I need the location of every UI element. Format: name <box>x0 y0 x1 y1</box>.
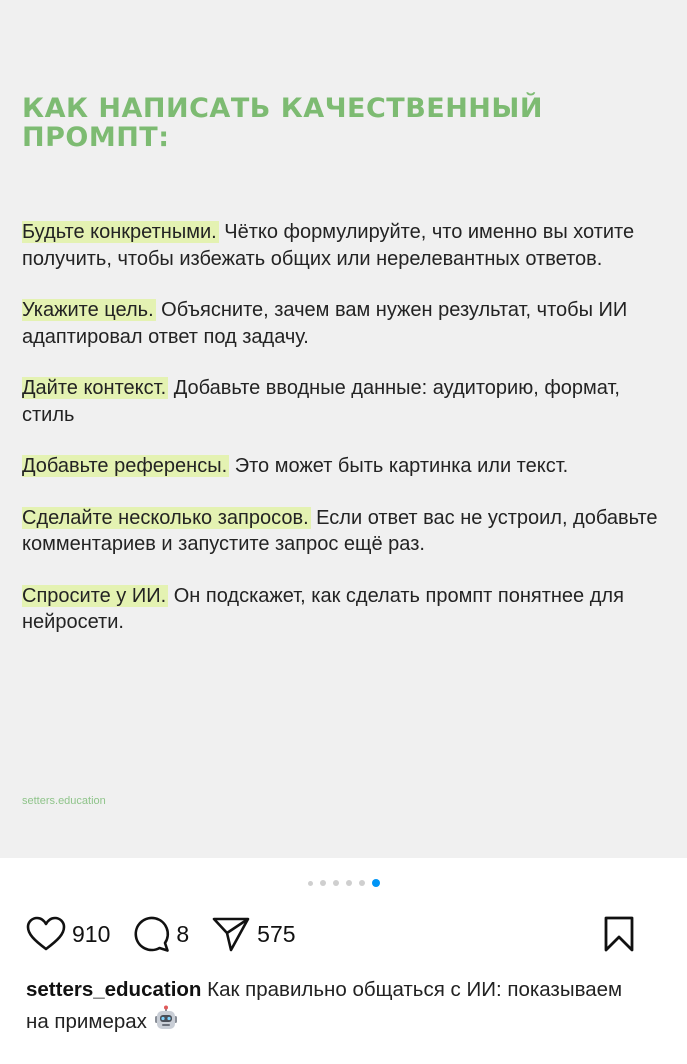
slide-title <box>22 94 662 152</box>
carousel-dot-active[interactable] <box>372 879 380 887</box>
comment-icon[interactable] <box>132 915 170 953</box>
tip-highlight: Дайте контекст. <box>22 377 167 399</box>
tip-item <box>22 297 667 350</box>
carousel-indicator <box>0 879 687 887</box>
share-icon[interactable] <box>211 915 251 953</box>
tips-list <box>22 219 667 661</box>
watermark: setters.education <box>22 795 106 807</box>
slide-title-line-2: ПРОМПТ: <box>22 122 170 153</box>
carousel-dot[interactable] <box>308 881 313 886</box>
tip-text: Если ответ вас не устроил, добавьте комментариев и запустите запрос ещё раз. <box>22 506 658 555</box>
heart-icon[interactable] <box>26 916 66 952</box>
robot-emoji-icon <box>153 1005 179 1031</box>
caption-username[interactable]: setters_education <box>26 978 202 1001</box>
tip-text: Он подскажет, как сделать промпт понятнее для нейросети. <box>22 584 624 633</box>
tip-item <box>22 583 667 636</box>
comment-action <box>132 915 189 953</box>
comment-count[interactable]: 8 <box>176 920 190 947</box>
share-count[interactable]: 575 <box>257 920 296 947</box>
tip-highlight: Сделайте несколько запросов. <box>22 506 309 529</box>
slide-title-line-1: КАК НАПИСАТЬ КАЧЕСТВЕННЫЙ <box>22 93 543 124</box>
tip-text: Чётко формулируйте, что именно вы хотите получить, чтобы избежать общих или нерелевантных ответов. <box>22 221 635 270</box>
bookmark-icon[interactable] <box>603 915 635 953</box>
like-action <box>26 916 110 952</box>
share-action <box>211 915 295 953</box>
tip-text: Добавьте вводные данные: аудиторию, формат, стиль <box>22 377 620 426</box>
tip-item <box>22 219 667 272</box>
tip-item <box>22 505 667 558</box>
action-bar <box>26 912 657 956</box>
caption-text: Как правильно общаться с ИИ: показываем на примерах <box>26 978 623 1033</box>
tip-item <box>22 375 667 428</box>
tip-text: Объясните, зачем вам нужен результат, чтобы ИИ адаптировал ответ под задачу. <box>22 299 628 348</box>
carousel-dot[interactable] <box>359 880 365 886</box>
tip-text: Это может быть картинка или текст. <box>229 455 569 477</box>
tip-item <box>22 453 667 480</box>
tip-highlight: Укажите цель. <box>22 299 154 321</box>
carousel-dot[interactable] <box>333 880 339 886</box>
like-count[interactable]: 910 <box>72 920 111 947</box>
post-caption <box>26 974 646 1037</box>
bookmark-action <box>603 915 635 953</box>
tip-highlight: Добавьте референсы. <box>22 455 228 477</box>
carousel-dot[interactable] <box>320 880 326 886</box>
tip-highlight: Спросите у ИИ. <box>22 584 167 607</box>
carousel-dot[interactable] <box>346 880 352 886</box>
tip-highlight: Будьте конкретными. <box>22 221 217 243</box>
